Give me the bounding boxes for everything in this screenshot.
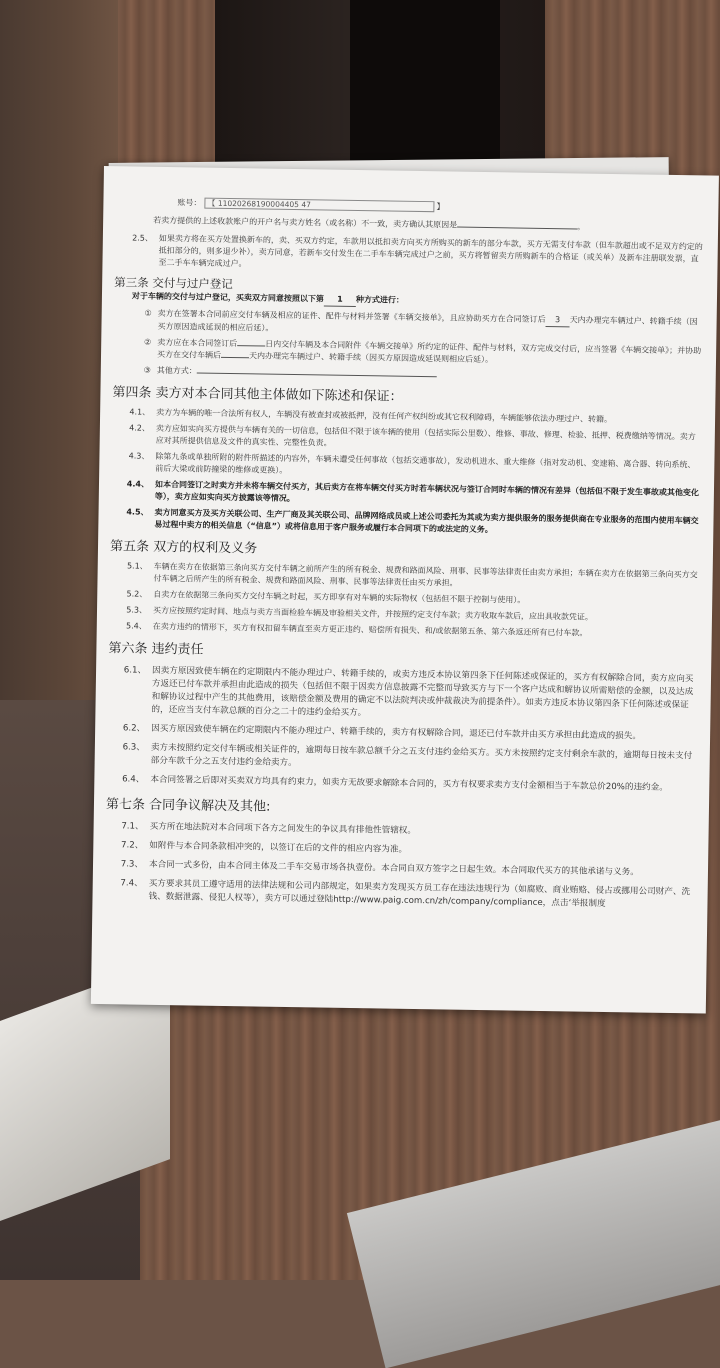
clause-5-1: 5.1、 车辆在卖方在依据第三条向买方交付车辆之前所产生的所有税金、规费和路面风险、刑事、民事等法律责任由卖方承担；车辆在卖方在依据第三条向买方交付车辆之后所产生的所有税金、规费和路面风险、刑事、民事等法律责任由买方承担。	[126, 561, 698, 588]
clause-7-4: 7.4、 买方要求其员工遵守适用的法律法规和公司内部规定，如果卖方发现买方员工存在违法违规行为（如腐败、商业贿赂、侵占或挪用公司财产、洗钱、数据泄露、侵犯人权等），卖方可以通过登陆http://www.paig.com.cn/zh/company/compliance，点击‘举报制度	[120, 878, 691, 909]
section-5-title: 第五条 双方的权利及义务	[109, 539, 258, 557]
account-line	[115, 196, 705, 217]
clause-number: 2.5、	[132, 233, 153, 243]
clause-4-5: 4.5、 卖方同意买方及买方关联公司、生产厂商及其关联公司、品牌网络成员或上述公司委托为其或为卖方提供服务的服务提供商在专业服务的范围内使用车辆交易过程中卖方的相关信息（“信息”）或将信息用于客户服务或履行本合同项下的或法定的义务。	[126, 507, 699, 535]
option-number: ③	[143, 365, 151, 375]
clause-4-3: 4.3、 除第九条或单独所附的附件所描述的内容外，车辆未遭受任何事故（包括交通事故），发动机进水、重大维修（指对发动机、变速箱、离合器、转向系统、前后大梁或前防撞梁的维修或更换）。	[128, 451, 696, 475]
clause-6-2: 6.2、 因买方原因致使车辆在约定期限内不能办理过户、转籍手续的，卖方有权解除合同，退还已付车款并由买方承担由此造成的损失。	[122, 723, 642, 742]
contract-page	[91, 166, 719, 1014]
clause-4-1: 4.1、 卖方为车辆的唯一合法所有权人，车辆没有被查封或被抵押，没有任何产权纠纷或其它权利障碍，车辆能够依法办理过户、转籍。	[129, 407, 613, 425]
clause-7-2: 7.2、 如附件与本合同条款相冲突的，以签订在后的文件的相应内容为准。	[120, 840, 408, 855]
transfer-days: 3	[546, 314, 570, 327]
account-bracket-close: 】	[436, 202, 445, 212]
section-3-option-3: ③ 其他方式：	[113, 364, 703, 385]
section-3-title: 第三条 交付与过户登记	[114, 275, 233, 292]
section-3-option-1: ① 卖方在签署本合同前应交付车辆及相应的证件、配件与材料并签署《车辆交接单》，且应协助买方在合同签订后 3 天内办理完车辆过户、转籍手续（因买方原因造成延误的相应后延）。	[113, 307, 703, 341]
section-3-intro: 对于车辆的交付与过户登记，买卖双方同意按照以下第 1 种方式进行：	[114, 290, 704, 312]
contract-content	[104, 196, 705, 912]
account-value: 【 11020268190004405 47	[207, 198, 311, 210]
clause-5-3: 5.3、 买方应按照约定时间、地点与卖方当面检验车辆及审验相关文件，并按照约定支付车款；卖方收取车款后，应出具收款凭证。	[126, 605, 594, 622]
account-label: 账号：	[177, 198, 202, 208]
clause-5-4: 5.4、 在卖方违约的情形下，买方有权扣留车辆直至卖方更正违约、赔偿所有损失、和/或依据第五条、第六条返还所有已付车款。	[125, 621, 588, 638]
clause-6-1: 6.1、 因卖方原因致使车辆在约定期限内不能办理过户、转籍手续的，或卖方违反本协议第四条下任何陈述或保证的，买方有权解除合同，卖方应向买方返还已付车款并承担由此造成的损失（包括但不限于因卖方信息披露不完整而导致买方与下一个客户达成和解协议所需赔偿的金额，以及达成和解协议过程中产生的其他费用，该赔偿金额及费用的确定不以法院判决或仲裁裁决为前提条件）。如卖方违反本协议第四条下任何陈述或保证的，还应当支付车款总额的百分之二十的违约金给买方。	[123, 665, 694, 719]
account-reason-blank	[457, 227, 577, 230]
clause-5-2: 5.2、 自卖方在依据第三条向买方交付车辆之时起，买方即享有对车辆的实际物权（包括但不限于控制与使用）。	[126, 589, 526, 605]
clause-7-3: 7.3、 本合同一式多份，由本合同主体及二手车交易市场各执壹份。本合同自双方签字之日起生效。本合同取代买方的其他承诺与义务。	[120, 859, 639, 878]
section-4-title: 第四条 卖方对本合同其他主体做如下陈述和保证：	[112, 385, 403, 405]
clause-4-4: 4.4、 如本合同签订之时卖方并未将车辆交付买方，其后卖方在将车辆交付买方时若车辆状况与签订合同时车辆的情况有差异（包括但不限于发生事故或其他变化等），卖方应如实向买方披露该等情况。	[126, 479, 700, 504]
clause-4-2: 4.2、 卖方应如实向买方提供与车辆有关的一切信息，包括但不限于该车辆的使用（包括实际公里数）、维修、事故、修理、检验、抵押、税费缴纳等情况。卖方应对其所提供信息及文件的真实性、完整性负责。	[129, 423, 696, 448]
section-6-title: 第六条 违约责任	[108, 641, 204, 658]
option-number: ①	[144, 308, 152, 318]
other-method-blank	[197, 372, 437, 377]
delivery-days-blank	[237, 345, 265, 346]
clause-7-1: 7.1、 买方所在地法院对本合同项下各方之间发生的争议具有排他性管辖权。	[121, 821, 417, 836]
option-number: ②	[143, 337, 152, 347]
clause-text: 如果卖方将在买方处置换新车的，卖、买双方约定，车款用以抵扣卖方向买方所购买的新车的部分车款，买方无需支付车款（但车款超出或不足双方约定的抵扣部分的，则多退少补），卖方同意，若新车交付发生在二手车车辆完成过户之前，买方将暂留卖方所购新车的合格证（或关单）及新车注册联发票，直至二手车车辆完成过户。	[158, 233, 703, 269]
section-3-option-2: ② 卖方应在本合同签订后 日内交付车辆及本合同附件《车辆交接单》所约定的证件、配件与材料，双方完成交付后，应当签署《车辆交接单》；并协助买方在交付车辆后 天内办理完车辆过户、转籍手续（因买方原因造成延误则相应后延）。	[113, 336, 703, 369]
account-note: 若卖方提供的上述收款账户的开户名与卖方姓名（或名称）不一致，卖方确认其原因是 。	[153, 215, 586, 232]
clause-6-4: 6.4、 本合同签署之后即对买卖双方均具有约束力，如卖方无故要求解除本合同的，买方有权要求卖方支付金额相当于车款总价20%的违约金。	[122, 774, 668, 793]
clause-6-3: 6.3、 卖方未按照约定交付车辆或相关证件的，逾期每日按车款总额千分之五支付违约金给买方。买方未按照约定支付剩余车款的，逾期每日按未支付部分车款千分之五支付违约金给卖方。	[122, 742, 693, 769]
account-value-box	[204, 198, 434, 213]
method-number: 1	[324, 293, 356, 307]
background-dark-object-inner	[350, 0, 500, 170]
clause-2-5	[114, 232, 704, 277]
section-7-title: 第七条 合同争议解决及其他:	[105, 797, 271, 815]
transfer-days-blank	[221, 357, 249, 358]
